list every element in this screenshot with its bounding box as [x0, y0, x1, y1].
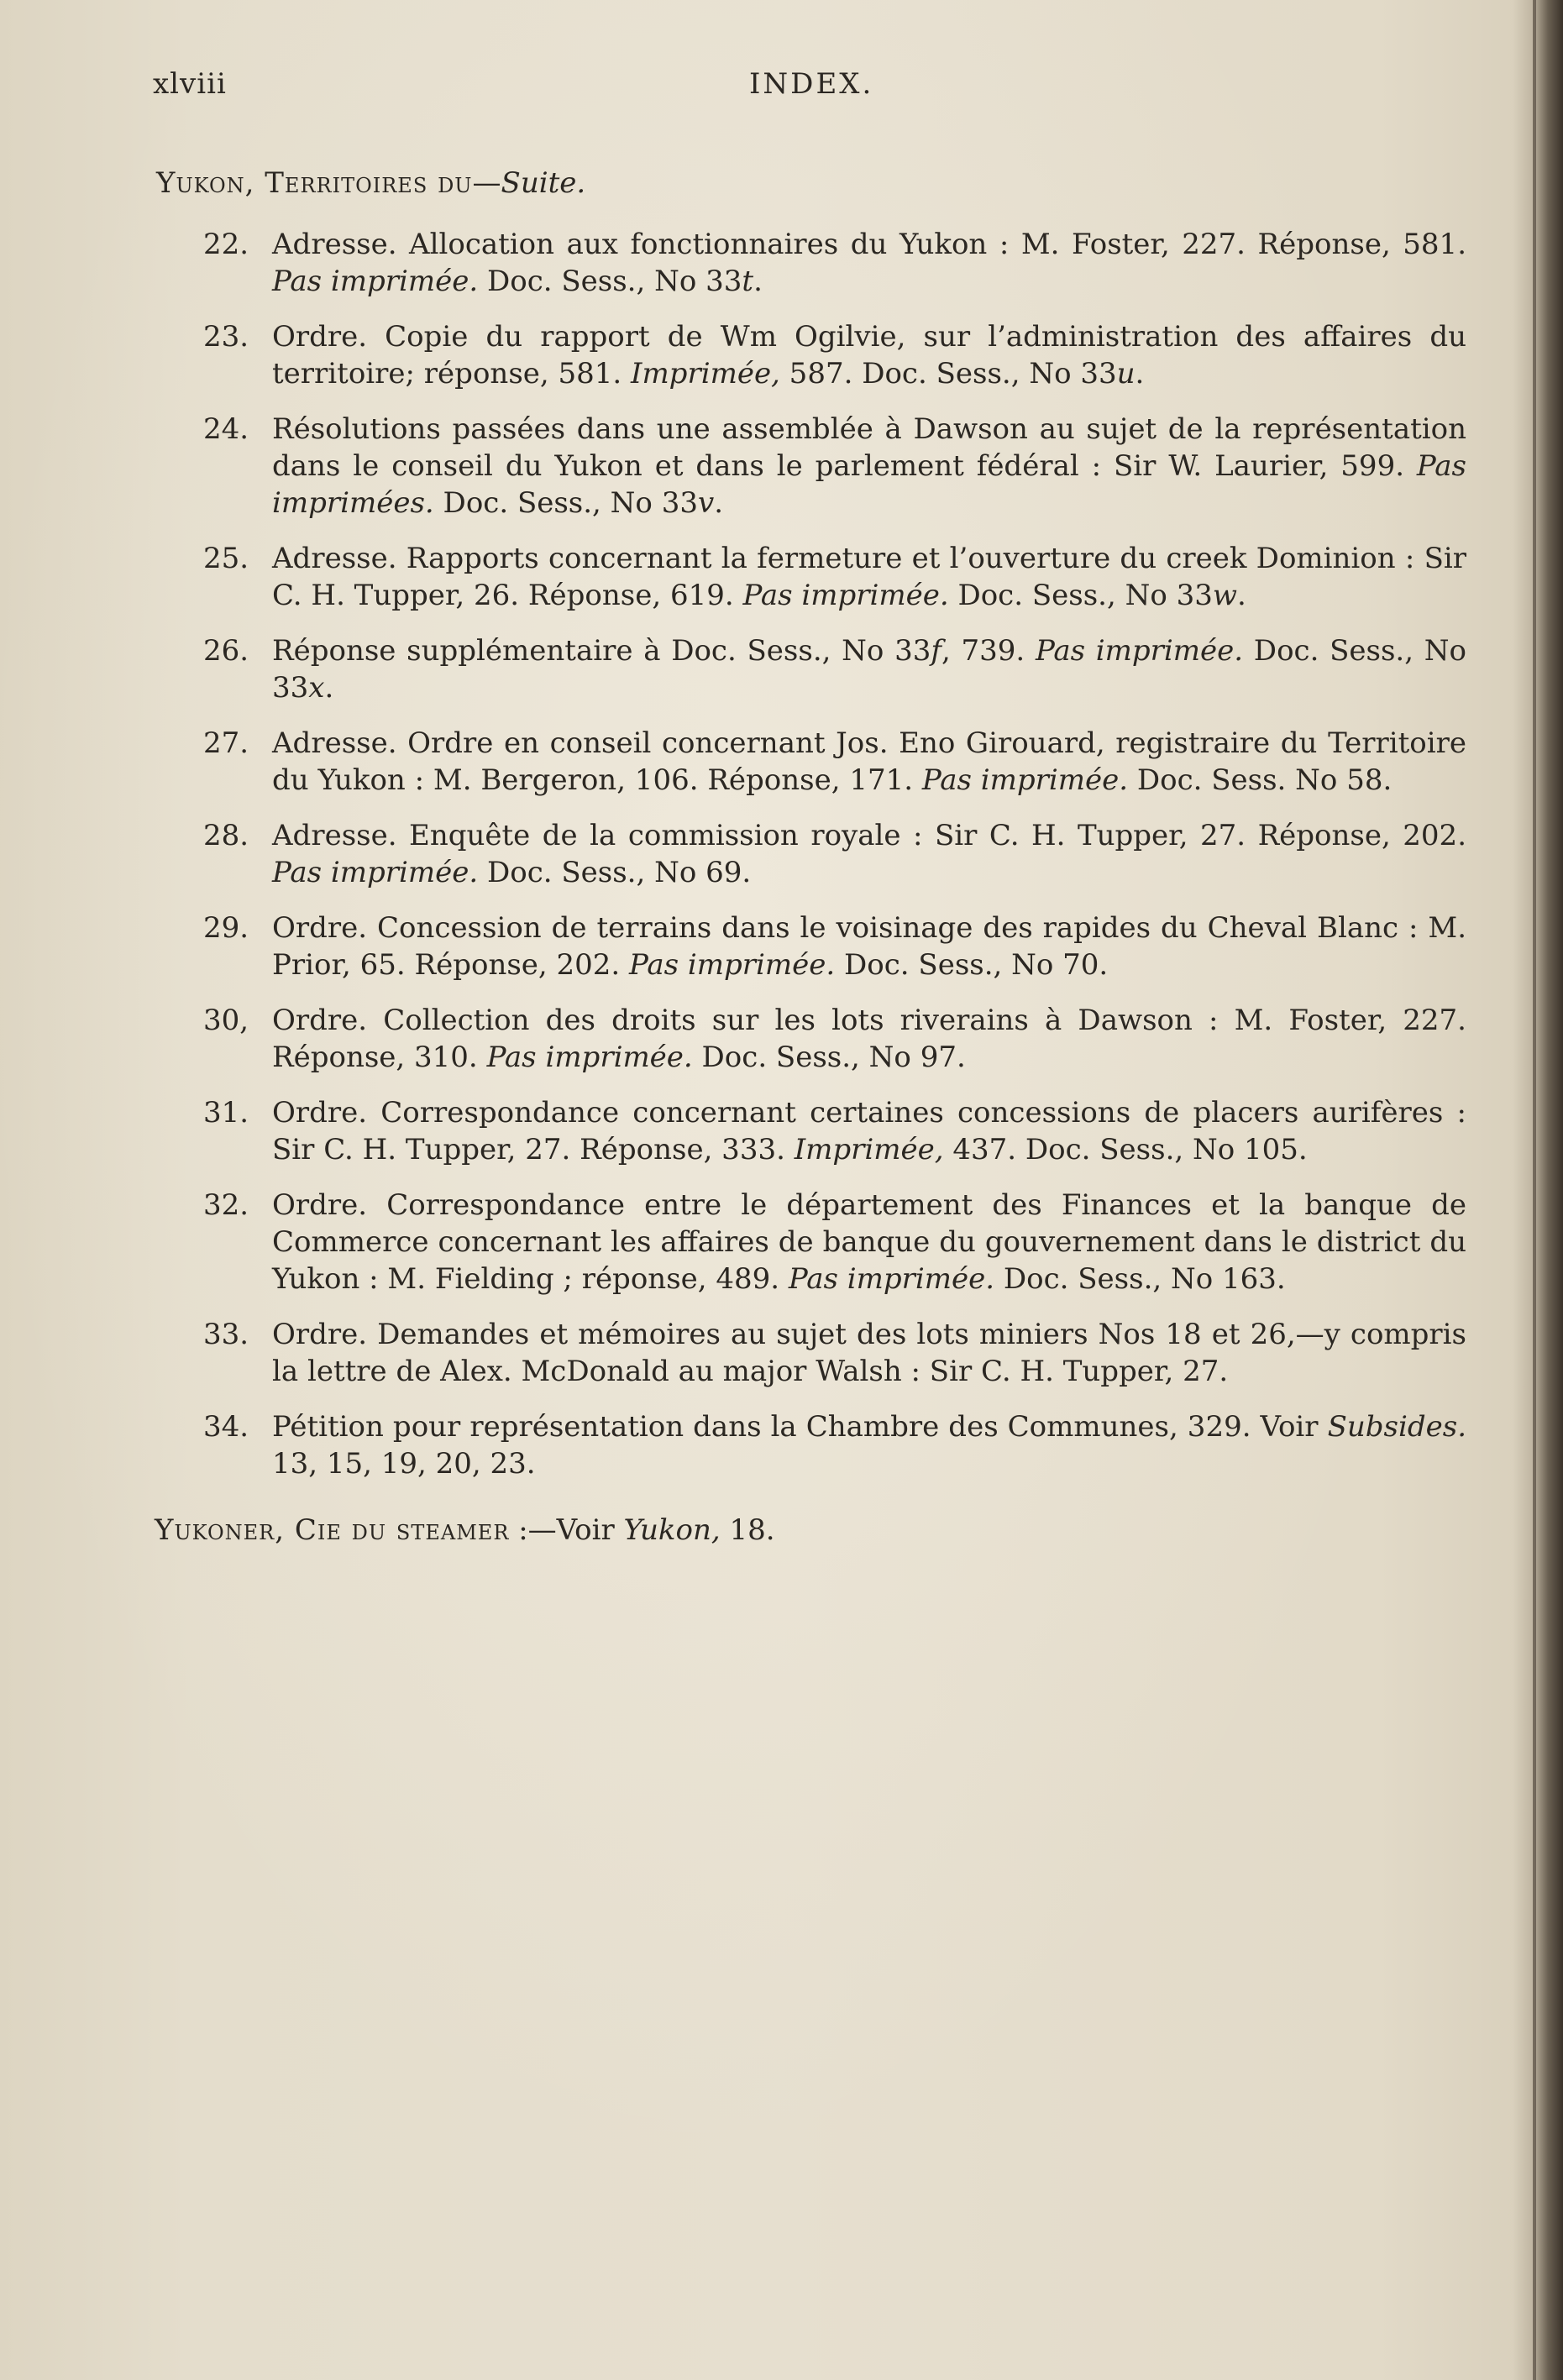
running-header — [153, 67, 1480, 118]
index-entry — [153, 226, 1473, 300]
entry-text: Ordre. Copie du rapport de Wm Ogilvie, sur l’administration des affaires du territoire; réponse, 581. Imprimée, 587. Doc. Sess., No 33u. — [272, 320, 1466, 391]
section-heading-dash: — — [472, 166, 501, 200]
page-number: xlviii — [153, 67, 227, 101]
index-entry — [153, 632, 1473, 706]
entry-number: 28. — [203, 819, 249, 852]
entry-number: 22. — [203, 228, 249, 261]
entry-number: 32. — [203, 1188, 249, 1222]
entry-text: Ordre. Collection des droits sur les lots riverains à Dawson : M. Foster, 227. Réponse, 310. Pas imprimée. Doc. Sess., No 97. — [272, 1004, 1466, 1074]
entry-text: Adresse. Rapports concernant la fermeture et l’ouverture du creek Dominion : Sir C. H. Tupper, 26. Réponse, 619. Pas imprimée. Doc. Sess., No 33w. — [272, 542, 1466, 612]
entry-text: Ordre. Demandes et mémoires au sujet des lots miniers Nos 18 et 26,—y compris la lettre de Alex. McDonald au major Walsh : Sir C. H. Tupper, 27. — [272, 1318, 1466, 1388]
binding-edge — [1533, 0, 1536, 2380]
index-entry — [153, 725, 1473, 799]
section-heading — [156, 164, 1473, 202]
entry-number: 24. — [203, 412, 249, 446]
entry-number: 26. — [203, 634, 249, 668]
index-entry — [153, 817, 1473, 891]
entry-text: Adresse. Ordre en conseil concernant Jos. Eno Girouard, registraire du Territoire du Yukon : M. Bergeron, 106. Réponse, 171. Pas imprimée. Doc. Sess. No 58. — [272, 726, 1466, 797]
entry-number: 25. — [203, 542, 249, 575]
entry-number: 29. — [203, 911, 249, 945]
entry-number: 30, — [203, 1004, 249, 1037]
entry-number: 31. — [203, 1096, 249, 1130]
index-entry — [153, 1187, 1473, 1297]
index-entry — [153, 1002, 1473, 1076]
index-entry — [153, 1316, 1473, 1390]
entry-text: Ordre. Correspondance concernant certaines concessions de placers aurifères : Sir C. H. Tupper, 27. Réponse, 333. Imprimée, 437. Doc. Sess., No 105. — [272, 1096, 1466, 1166]
entry-number: 27. — [203, 726, 249, 760]
section-heading-suite: Suite. — [501, 166, 586, 200]
entry-text: Ordre. Concession de terrains dans le voisinage des rapides du Cheval Blanc : M. Prior, 65. Réponse, 202. Pas imprimée. Doc. Sess., No 70. — [272, 911, 1466, 982]
running-title: INDEX. — [749, 67, 874, 101]
index-entry — [153, 1094, 1473, 1168]
section-heading-label: Yukon, Territoires du — [156, 166, 473, 200]
entry-number: 23. — [203, 320, 249, 354]
binding-shadow — [1513, 0, 1563, 2380]
entry-text: Adresse. Enquête de la commission royale : Sir C. H. Tupper, 27. Réponse, 202. Pas imprimée. Doc. Sess., No 69. — [272, 819, 1466, 889]
index-entry — [153, 318, 1473, 392]
entry-number: 34. — [203, 1410, 249, 1444]
entry-text: Adresse. Allocation aux fonctionnaires du Yukon : M. Foster, 227. Réponse, 581. Pas imprimée. Doc. Sess., No 33t. — [272, 228, 1466, 298]
index-entry — [153, 910, 1473, 983]
index-entry — [153, 540, 1473, 614]
entry-text: Résolutions passées dans une assemblée à Dawson au sujet de la représentation dans le conseil du Yukon et dans le parlement fédéral : Sir W. Laurier, 599. Pas imprimées. Doc. Sess., No 33v. — [272, 412, 1466, 520]
entry-heading: Yukoner, Cie du steamer — [155, 1513, 510, 1547]
entry-text: Réponse supplémentaire à Doc. Sess., No 33f, 739. Pas imprimée. Doc. Sess., No 33x. — [272, 634, 1466, 705]
index-entry-yukoner: Yukoner, Cie du steamer :—Voir Yukon, 18. — [155, 1513, 775, 1547]
entry-text: Ordre. Correspondance entre le département des Finances et la banque de Commerce concernant les affaires de banque du gouvernement dans le district du Yukon : M. Fielding ; réponse, 489. Pas imprimée. Doc. Sess., No 163. — [272, 1188, 1466, 1296]
index-content — [153, 164, 1473, 1549]
index-entry — [153, 1408, 1473, 1482]
index-entry — [153, 411, 1473, 522]
entry-number: 33. — [203, 1318, 249, 1351]
entry-text: Pétition pour représentation dans la Chambre des Communes, 329. Voir Subsides. 13, 15, 19, 20, 23. — [272, 1410, 1466, 1481]
